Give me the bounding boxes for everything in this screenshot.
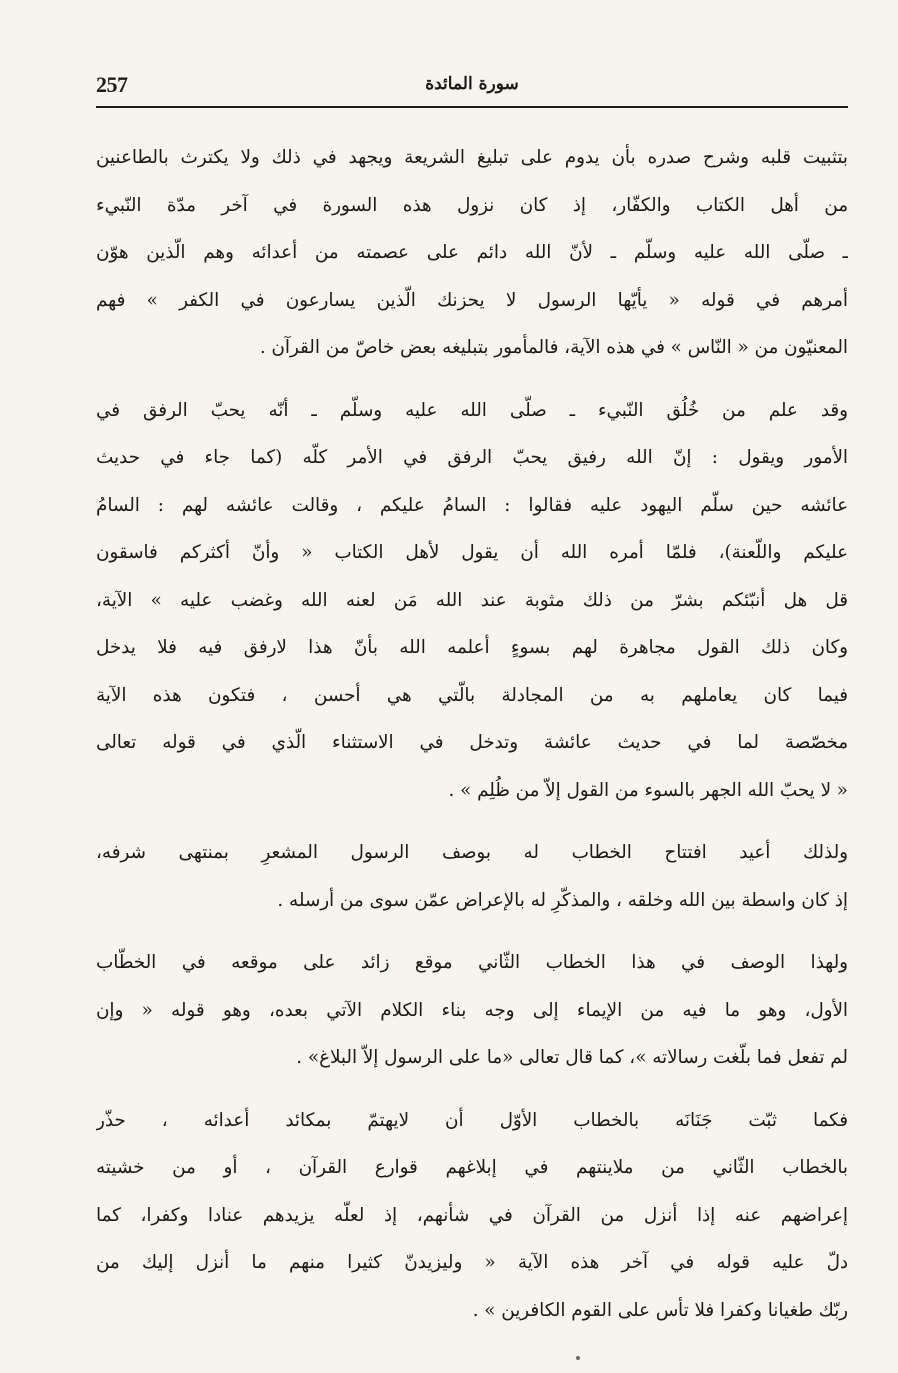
text-line: بتثبيت قلبه وشرح صدره بأن يدوم على تبليغ الشريعة ويجهد في ذلك ولا يكترث بالطاعنين: [96, 147, 848, 168]
text-line: ولهذا الوصف في هذا الخطاب الثّاني موقع زائد على موقعه في الخطّاب: [96, 952, 848, 973]
text-line: الأمور ويقول : إنّ الله رفيق يحبّ الرفق في الأمر كلّه (كما جاء في حديث: [96, 447, 848, 468]
text-line: فكما ثبّت جَنَانَه بالخطاب الأوّل أن لايهتمّ بمكائد أعدائه ، حذّر: [96, 1109, 848, 1131]
paragraph-gap: [96, 1082, 848, 1097]
text-line: فيما كان يعاملهم به من المجادلة بالّتي هي أحسن ، فتكون هذه الآية: [96, 684, 848, 706]
paragraph-gap: [96, 372, 848, 387]
paragraph-1: [96, 134, 848, 372]
text-line: قل هل أنبّئكم بشرّ من ذلك مثوبة عند الله مَن لعنه الله وغضب عليه » الآية،: [96, 589, 848, 611]
text-line: إعراضهم عنه إذا أنزل من القرآن في شأنهم، إذ لعلّه يزيدهم عنادا وكفرا، كما: [96, 1204, 848, 1226]
text-line: عليكم واللّعنة)، فلمّا أمره الله أن يقول لأهل الكتاب « وأنّ أكثركم فاسقون: [96, 542, 848, 563]
text-line: ولذلك أعيد افتتاح الخطاب له بوصف الرسول المشعرِ بمنتهى شرفه،: [96, 842, 848, 863]
text-line: مخصّصة لما في حديث عائشة وتدخل في الاستثناء الّذي في قوله تعالى: [96, 732, 848, 753]
text-line: أمرهم في قوله « يأيّها الرسول لا يحزنك الّذين يسارعون في الكفر » فهم: [96, 289, 848, 311]
page-number: 257: [96, 72, 128, 97]
text-line: من أهل الكتاب والكفّار، إذ كان نزول هذه السورة في آخر مدّة النّبيء: [96, 194, 848, 216]
running-title: سورة المائدة: [425, 74, 519, 94]
text-line: الأول، وهو ما فيه من الإيماء إلى وجه بناء الكلام الآتي بعده، وهو قوله « وإن: [96, 999, 848, 1021]
paragraph-gap: [96, 924, 848, 939]
text-line: إذ كان واسطة بين الله وخلقه ، والمذكّرِ له بالإعراض عمّن سوى من أرسله .: [277, 889, 848, 911]
scan-speck: [576, 1356, 580, 1360]
text-line: وقد علم من خُلُق النّبيء ـ صلّى الله عليه وسلّم ـ أنّه يحبّ الرفق في: [96, 399, 848, 421]
text-line: ـ صلّى الله عليه وسلّم ـ لأنّ الله دائم على عصمته من أعدائه وهم الّذين هوّن: [96, 242, 848, 263]
paragraph-2: [96, 387, 848, 815]
text-line: بالخطاب الثّاني من ملاينتهم في إبلاغهم قوارع القرآن ، أو من خشيته: [96, 1157, 848, 1178]
text-line: ربّك طغيانا وكفرا فلا تأس على القوم الكافرين » .: [472, 1299, 848, 1321]
page-header: [96, 66, 848, 108]
text-line: دلّ عليه قوله في آخر هذه الآية « وليزيدنّ كثيرا منهم ما أنزل إليك من: [96, 1252, 848, 1273]
paragraph-3: [96, 829, 848, 924]
paragraph-5: [96, 1097, 848, 1335]
text-line: لم تفعل فما بلّغت رسالاته »، كما قال تعالى «ما على الرسول إلاّ البلاغ» .: [296, 1047, 848, 1068]
text-line: « لا يحبّ الله الجهر بالسوء من القول إلاّ من ظُلِم » .: [448, 779, 848, 801]
paragraph-gap: [96, 814, 848, 829]
text-line: المعنيّون من « النّاس » في هذه الآية، فالمأمور بتبليغه بعض خاصّ من القرآن .: [259, 337, 848, 358]
page-body: [96, 134, 848, 1334]
text-line: عائشه حين سلّم اليهود عليه فقالوا : السامُ عليكم ، وقالت عائشه لهم : السامُ: [96, 494, 848, 516]
text-line: وكان ذلك القول مجاهرة لهم بسوءٍ أعلمه الله بأنّ هذا لارفق فيه فلا يدخل: [96, 637, 848, 658]
paragraph-4: [96, 939, 848, 1082]
